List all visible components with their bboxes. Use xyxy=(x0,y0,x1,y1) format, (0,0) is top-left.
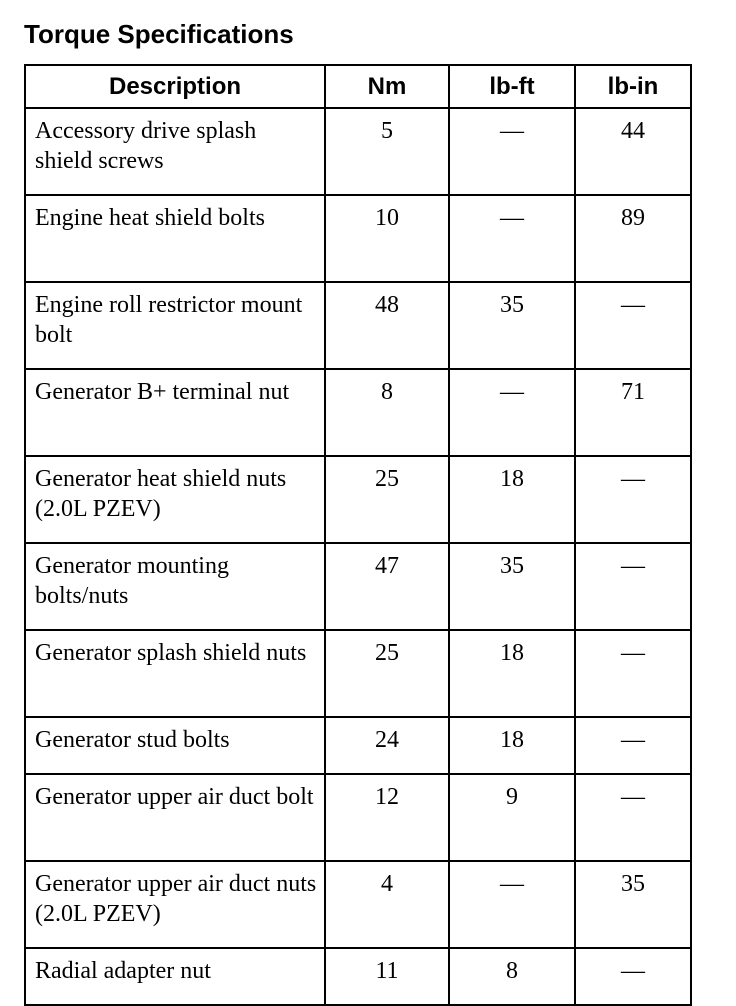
nm-cell: 10 xyxy=(325,195,449,282)
lb-ft-cell: — xyxy=(449,369,575,456)
lb-in-cell: — xyxy=(575,282,691,369)
nm-cell: 25 xyxy=(325,630,449,717)
lb-in-cell: — xyxy=(575,543,691,630)
nm-cell: 25 xyxy=(325,456,449,543)
page-title: Torque Specifications xyxy=(24,19,294,49)
nm-cell: 11 xyxy=(325,948,449,1005)
description-cell: Generator B+ terminal nut xyxy=(25,369,325,456)
lb-ft-cell: 18 xyxy=(449,456,575,543)
lb-ft-cell: 35 xyxy=(449,543,575,630)
description-cell: Engine roll restrictor mount bolt xyxy=(25,282,325,369)
lb-ft-cell: 9 xyxy=(449,774,575,861)
lb-ft-cell: — xyxy=(449,108,575,195)
lb-in-cell: — xyxy=(575,456,691,543)
table-row xyxy=(25,948,691,1005)
lb-ft-cell: — xyxy=(449,861,575,948)
torque-specifications-table xyxy=(24,64,692,1006)
header-nm: Nm xyxy=(325,65,449,108)
table-row xyxy=(25,630,691,717)
table-row xyxy=(25,456,691,543)
lb-ft-cell: 35 xyxy=(449,282,575,369)
lb-ft-cell: 18 xyxy=(449,630,575,717)
nm-cell: 12 xyxy=(325,774,449,861)
description-cell: Radial adapter nut xyxy=(25,948,325,1005)
lb-in-cell: — xyxy=(575,948,691,1005)
lb-in-cell: — xyxy=(575,717,691,774)
table-row xyxy=(25,774,691,861)
description-cell: Generator heat shield nuts (2.0L PZEV) xyxy=(25,456,325,543)
description-cell: Generator mounting bolts/nuts xyxy=(25,543,325,630)
table-row xyxy=(25,717,691,774)
table-row xyxy=(25,282,691,369)
header-lb-in: lb-in xyxy=(575,65,691,108)
nm-cell: 47 xyxy=(325,543,449,630)
lb-in-cell: — xyxy=(575,774,691,861)
table-row xyxy=(25,543,691,630)
description-cell: Generator upper air duct bolt xyxy=(25,774,325,861)
header-description: Description xyxy=(25,65,325,108)
nm-cell: 24 xyxy=(325,717,449,774)
description-cell: Generator splash shield nuts xyxy=(25,630,325,717)
description-cell: Generator upper air duct nuts (2.0L PZEV) xyxy=(25,861,325,948)
description-cell: Accessory drive splash shield screws xyxy=(25,108,325,195)
lb-ft-cell: — xyxy=(449,195,575,282)
nm-cell: 4 xyxy=(325,861,449,948)
lb-in-cell: 89 xyxy=(575,195,691,282)
description-cell: Engine heat shield bolts xyxy=(25,195,325,282)
nm-cell: 5 xyxy=(325,108,449,195)
lb-in-cell: 71 xyxy=(575,369,691,456)
table-row xyxy=(25,861,691,948)
lb-ft-cell: 8 xyxy=(449,948,575,1005)
lb-ft-cell: 18 xyxy=(449,717,575,774)
table-row xyxy=(25,195,691,282)
nm-cell: 8 xyxy=(325,369,449,456)
lb-in-cell: 35 xyxy=(575,861,691,948)
table-row xyxy=(25,108,691,195)
lb-in-cell: — xyxy=(575,630,691,717)
table-header-row xyxy=(25,65,691,108)
table-row xyxy=(25,369,691,456)
lb-in-cell: 44 xyxy=(575,108,691,195)
nm-cell: 48 xyxy=(325,282,449,369)
description-cell: Generator stud bolts xyxy=(25,717,325,774)
header-lb-ft: lb-ft xyxy=(449,65,575,108)
